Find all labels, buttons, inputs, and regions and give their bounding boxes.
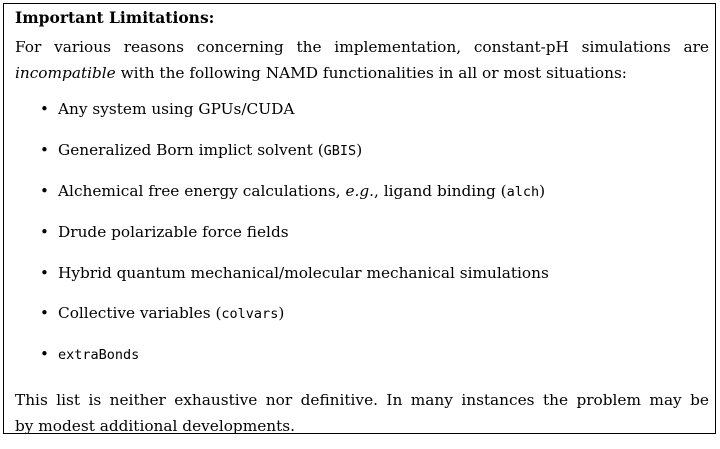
- bullet-icon: •: [40, 345, 49, 363]
- list-item-text: Hybrid quantum mechanical/molecular mechanical simulations: [58, 264, 549, 282]
- list-item-text: Any system using GPUs/CUDA: [58, 100, 295, 118]
- list-item-suffix: ): [356, 141, 363, 159]
- list-item-text: Collective variables (: [58, 304, 222, 322]
- list-item-code: colvars: [221, 306, 279, 322]
- list-item-suffix: ): [278, 304, 285, 322]
- outro-paragraph: [15, 387, 709, 439]
- bullet-icon: •: [40, 141, 49, 159]
- list-item: [40, 262, 549, 284]
- list-item-code: GBIS: [323, 143, 357, 159]
- list-item-emphasis: e.g.: [345, 182, 375, 200]
- list-item: [40, 139, 362, 161]
- intro-line-2: [15, 60, 709, 86]
- intro-line-2-rest: with the following NAMD functionalities in all or most situations:: [115, 64, 627, 82]
- intro-emphasis: incompatible: [15, 64, 116, 82]
- list-item: [40, 221, 289, 243]
- intro-paragraph: [15, 34, 709, 86]
- list-item: [40, 98, 294, 120]
- bullet-icon: •: [40, 304, 49, 322]
- list-item-text-mid: , ligand binding (: [374, 182, 507, 200]
- outro-line-1: This list is neither exhaustive nor definitive. In many instances the problem may be: [15, 391, 709, 409]
- list-item-code: extraBonds: [58, 347, 140, 363]
- list-item: [40, 302, 284, 324]
- limitations-box: [3, 3, 716, 434]
- list-item: [40, 343, 139, 365]
- list-item-code: alch: [506, 184, 540, 200]
- list-item-text: Alchemical free energy calculations,: [58, 182, 346, 200]
- list-item-text: Drude polarizable force fields: [58, 223, 289, 241]
- box-heading: Important Limitations:: [15, 8, 215, 27]
- bullet-icon: •: [40, 223, 49, 241]
- list-item-text: Generalized Born implict solvent (: [58, 141, 324, 159]
- intro-line-1: For various reasons concerning the implementation, constant-pH simulations are: [15, 38, 709, 56]
- list-item: [40, 180, 545, 202]
- bullet-icon: •: [40, 182, 49, 200]
- outro-line-2: by modest additional developments.: [15, 417, 295, 435]
- bullet-icon: •: [40, 100, 49, 118]
- list-item-suffix: ): [539, 182, 546, 200]
- bullet-icon: •: [40, 264, 49, 282]
